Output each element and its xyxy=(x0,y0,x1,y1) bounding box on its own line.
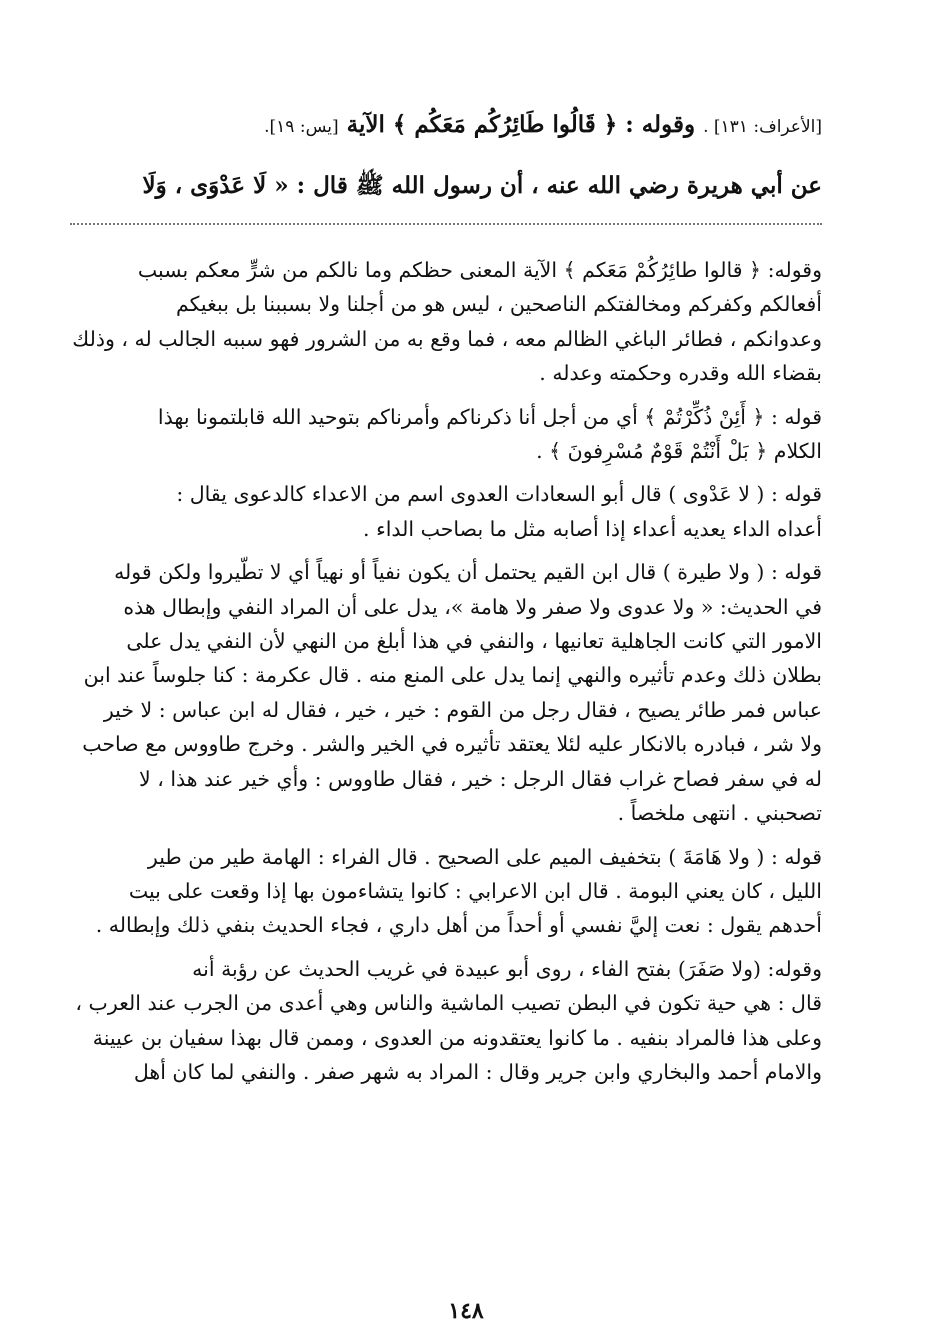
surah-reference: [الأعراف: ١٣١] . xyxy=(703,117,822,137)
text-line: الكلام ﴿ بَلْ أَنْتُمْ قَوْمٌ مُسْرِفونَ ﴾ . xyxy=(536,439,822,464)
text-line: بطلان ذلك وعدم تأثيره والنهي إنما يدل على المنع منه . قال عكرمة : كنا جلوساً عند ابن xyxy=(83,663,822,688)
text-line: وعدوانكم ، فطائر الباغي الظالم معه ، فما وقع به من الشرور فهو سببه الجالب له ، وذلك xyxy=(72,326,822,351)
text-line: الامور التي كانت الجاهلية تعانيها ، والنفي في هذا أبلغ من النهي لأن النفي يدل على xyxy=(126,629,822,654)
hadith-line: عن أبي هريرة رضي الله عنه ، أن رسول الله ﷺ قال : « لَا عَدْوَى ، وَلَا xyxy=(142,172,822,199)
commentary xyxy=(70,253,822,1089)
commentary-paragraph xyxy=(70,253,822,391)
page-body xyxy=(70,95,822,1098)
text-line: أعداه الداء يعديه أعداء إذا أصابه مثل ما بصاحب الداء . xyxy=(363,516,822,541)
commentary-paragraph xyxy=(70,477,822,546)
text-line: عباس فمر طائر يصيح ، فقال رجل من القوم : خير ، خير ، فقال له ابن عباس : لا خير xyxy=(103,697,822,722)
text-line: في الحديث: « ولا عدوى ولا صفر ولا هامة »، يدل على أن المراد النفي وإبطال هذه xyxy=(123,594,822,619)
text-line: قال : هي حية تكون في البطن تصيب الماشية والناس وهي أعدى من الجرب عند العرب ، xyxy=(75,991,822,1016)
commentary-paragraph xyxy=(70,840,822,943)
text-line: تصحبني . انتهى ملخصاً . xyxy=(617,801,822,826)
verse-citation: وقوله : ﴿ قَالُوا طَائِرُكُم مَعَكُم ﴾ الآية xyxy=(346,111,696,138)
quran-reference-line xyxy=(70,95,822,157)
text-line: بقضاء الله وقدره وحكمته وعدله . xyxy=(539,361,822,386)
page-number: ١٤٨ xyxy=(448,1298,484,1324)
text-line: وعلى هذا فالمراد بنفيه . ما كانوا يعتقدونه من العدوى ، وممن قال بهذا سفيان بن عيينة xyxy=(92,1025,822,1050)
text-line: قوله : ( ولا طيرة ) قال ابن القيم يحتمل أن يكون نفياً أو نهياً أي لا تطّيروا ولكن قوله xyxy=(114,560,822,585)
text-line: ولا شر ، فبادره بالانكار عليه لئلا يعتقد تأثيره في الخير والشر . وخرج طاووس مع صاحب xyxy=(82,732,822,757)
commentary-paragraph xyxy=(70,400,822,469)
commentary-paragraph xyxy=(70,952,822,1090)
text-line: قوله : ( لا عَدْوى ) قال أبو السعادات العدوى اسم من الاعداء كالدعوى يقال : xyxy=(176,482,822,507)
text-line: وقوله: ﴿ قالوا طائِرُكُمْ مَعَكم ﴾ الآية المعنى حظكم وما نالكم من شرٍّ معكم بسبب xyxy=(137,258,822,282)
text-line: له في سفر فصاح غراب فقال الرجل : خير ، فقال طاووس : وأي خير عند هذا ، لا xyxy=(139,766,822,791)
dotted-divider xyxy=(70,223,822,225)
text-line: والامام أحمد والبخاري وابن جرير وقال : المراد به شهر صفر . والنفي لما كان أهل xyxy=(133,1059,822,1084)
text-line: قوله : ﴿ أَئِنْ ذُكِّرْتُمْ ﴾ أي من أجل أنا ذكرناكم وأمرناكم بتوحيد الله قابلتمونا بهذا xyxy=(157,404,822,429)
text-line: الليل ، كان يعني البومة . قال ابن الاعرابي : كانوا يتشاءمون بها إذا وقعت على بيت xyxy=(128,878,822,903)
commentary-paragraph xyxy=(70,555,822,830)
text-line: أفعالكم وكفركم ومخالفتكم الناصحين ، ليس هو من أجلنا ولا بسببنا بل ببغيكم xyxy=(175,292,822,317)
text-line: أحدهم يقول : نعت إليَّ نفسي أو أحداً من أهل داري ، فجاء الحديث بنفي ذلك وإبطاله . xyxy=(95,913,822,938)
text-line: قوله : ( ولا هَامَةَ ) بتخفيف الميم على الصحيح . قال الفراء : الهامة طير من طير xyxy=(147,844,822,869)
surah-reference-2: [يس: ١٩]. xyxy=(264,117,339,137)
text-line: وقوله: (ولا صَفَرَ) بفتح الفاء ، روى أبو عبيدة في غريب الحديث عن رؤبة أنه xyxy=(192,956,822,981)
